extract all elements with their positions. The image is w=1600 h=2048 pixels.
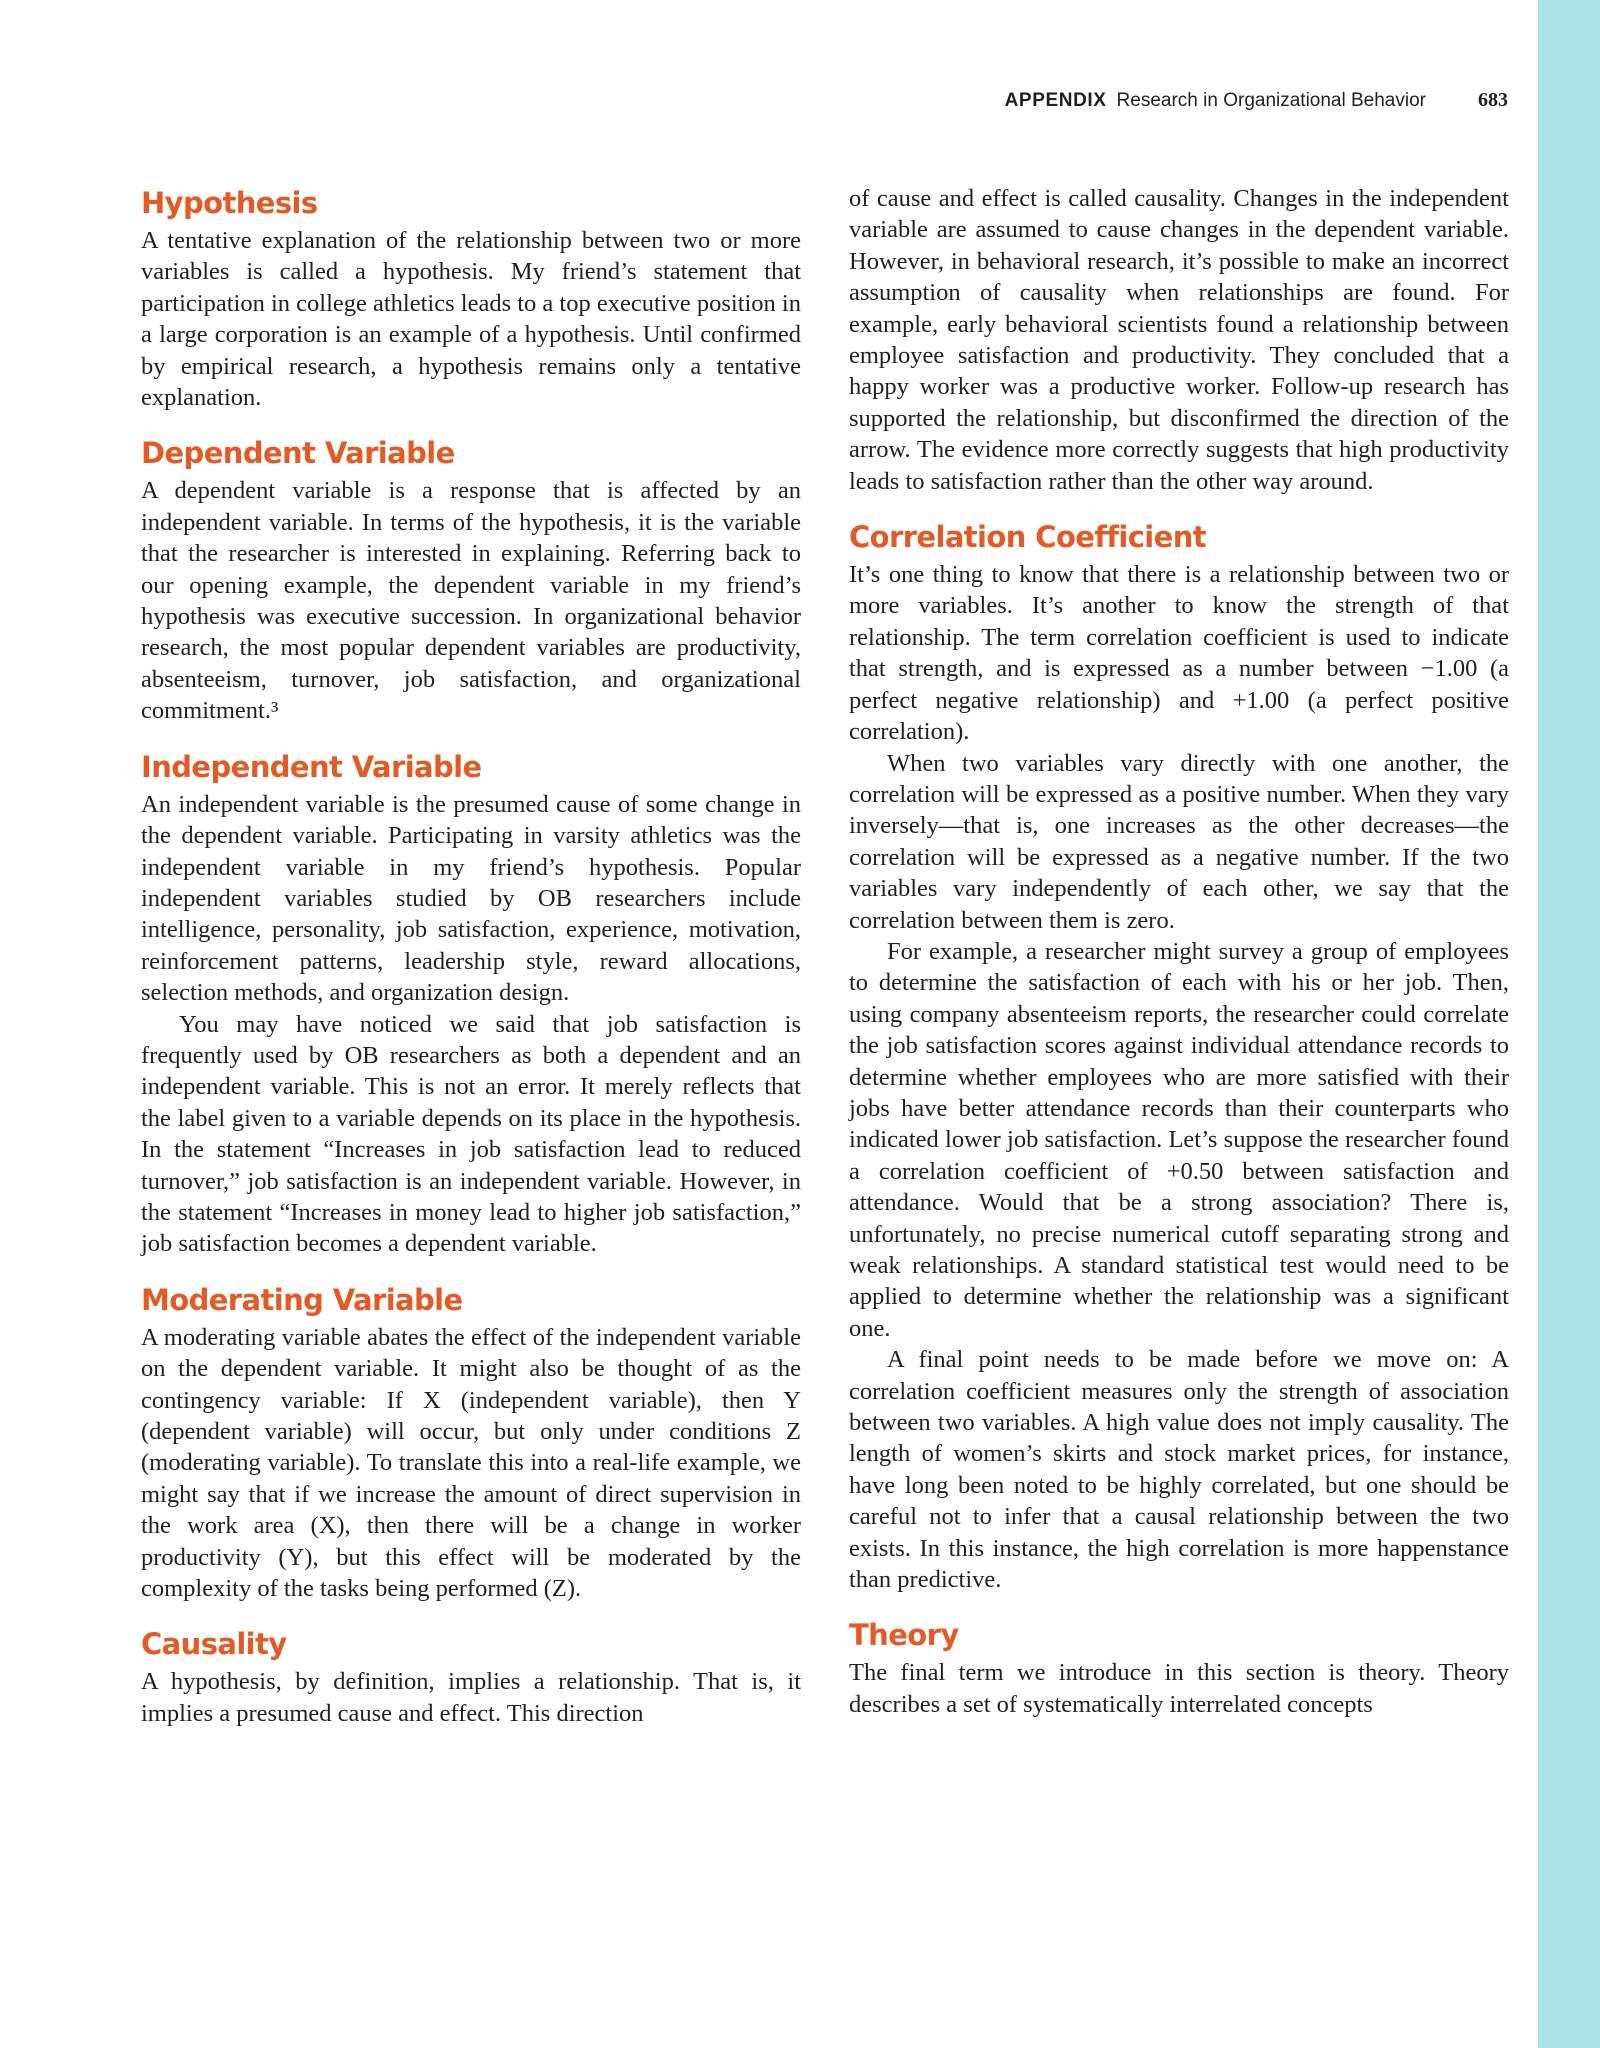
appendix-label: APPENDIX: [1004, 90, 1107, 111]
paragraph: of cause and effect is called causality. Changes in the independent variable are assumed to cause changes in the dependent variable. However, in behavioral research, it’s possible to make an incorrect assumption of causality when relationships are found. For example, early behavioral scientists found a relationship between employee satisfaction and productivity. They concluded that a happy worker was a productive worker. Follow-up research has supported the relationship, but disconfirmed the direction of the arrow. The evidence more correctly suggests that high productivity leads to satisfaction rather than the other way around.: [849, 185, 1509, 495]
paragraph: You may have noticed we said that job satisfaction is frequently used by OB researchers as both a dependent and an independent variable. This is not an error. It merely reflects that the label given to a variable depends on its place in the hypothesis. In the statement “Increases in job satisfaction lead to reduced turnover,” job satisfaction is an independent variable. However, in the statement “Increases in money lead to higher job satisfaction,” job satisfaction becomes a dependent variable.: [141, 1010, 801, 1258]
section-heading: Dependent Variable: [141, 436, 455, 471]
paragraph: A tentative explanation of the relationship between two or more variables is called a hypothesis. My friend’s statement that participation in college athletics leads to a top executive position in a large corporation is an example of a hypothesis. Until confirmed by empirical research, a hypothesis remains only a tentative explanation.: [141, 227, 801, 412]
left-column: [141, 183, 801, 1749]
section-dependent-variable: [141, 433, 801, 726]
running-head: [800, 89, 1508, 115]
section-hypothesis: [141, 183, 801, 413]
section-theory: [849, 1615, 1509, 1720]
section-correlation-coefficient: [849, 517, 1509, 1595]
section-heading: Correlation Coefficient: [849, 520, 1207, 555]
paragraph: For example, a researcher might survey a group of employees to determine the satisfaction of each with his or her job. Then, using company absenteeism reports, the researcher could correlate the job satisfaction scores against individual attendance records to determine whether employees who are more satisfied with their jobs have better attendance records than their counterparts who indicated lower job satisfaction. Let’s suppose the researcher found a correlation coefficient of +0.50 between satisfaction and attendance. Would that be a strong association? There is, unfortunately, no precise numerical cutoff separating strong and weak relationships. A standard statistical test would need to be applied to determine whether the relationship was a significant one.: [849, 937, 1509, 1342]
section-causality: [141, 1624, 801, 1729]
section-heading: Independent Variable: [141, 749, 482, 784]
paragraph: A dependent variable is a response that is affected by an independent variable. In terms of the hypothesis, it is the variable that the researcher is interested in explaining. Referring back to our opening example, the dependent variable in my friend’s hypothesis was executive succession. In organizational behavior research, the most popular dependent variables are productivity, absenteeism, turnover, job satisfaction, and organizational commitment.³: [141, 477, 801, 725]
paragraph: An independent variable is the presumed cause of some change in the dependent variable. Participating in varsity athletics was the independent variable in my friend’s hypothesis. Popular independent variables studied by OB researchers include intelligence, personality, job satisfaction, experience, motivation, reinforcement patterns, leadership style, reward allocations, selection methods, and organization design.: [141, 790, 801, 1007]
section-causality-continued: [849, 183, 1509, 497]
section-heading: Theory: [849, 1618, 959, 1653]
section-independent-variable: [141, 747, 801, 1260]
paragraph: A final point needs to be made before we move on: A correlation coefficient measures only the strength of association between two variables. A high value does not imply causality. The length of women’s skirts and stock market prices, for instance, have long been noted to be highly correlated, but one should be careful not to infer that a causal relationship between the two exists. In this instance, the high correlation is more happenstance than predictive.: [849, 1346, 1509, 1594]
paragraph: A hypothesis, by definition, implies a relationship. That is, it implies a presumed cause and effect. This direction: [141, 1668, 801, 1727]
paragraph: The final term we introduce in this section is theory. Theory describes a set of systematically interrelated concepts: [849, 1659, 1509, 1718]
section-heading: Hypothesis: [141, 186, 318, 220]
paragraph: It’s one thing to know that there is a relationship between two or more variables. It’s another to know the strength of that relationship. The term correlation coefficient is used to indicate that strength, and is expressed as a number between −1.00 (a perfect negative relationship) and +1.00 (a perfect positive correlation).: [849, 561, 1509, 746]
chapter-title: Research in Organizational Behavior: [1116, 90, 1426, 111]
section-heading: Moderating Variable: [141, 1282, 463, 1317]
section-moderating-variable: [141, 1280, 801, 1605]
side-color-strip: [1538, 0, 1600, 2048]
paragraph: A moderating variable abates the effect of the independent variable on the dependent variable. It might also be thought of as the contingency variable: If X (independent variable), then Y (dependent variable) will occur, but only under conditions Z (moderating variable). To translate this into a real-life example, we might say that if we increase the amount of direct supervision in the work area (X), then there will be a change in worker productivity (Y), but this effect will be moderated by the complexity of the tasks being performed (Z).: [141, 1323, 801, 1603]
section-heading: Causality: [141, 1627, 287, 1662]
paragraph: When two variables vary directly with one another, the correlation will be expressed as a positive number. When they vary inversely—that is, one increases as the other decreases—the correlation will be expressed as a negative number. If the two variables vary independently of each other, we say that the correlation between them is zero.: [849, 749, 1509, 934]
page-number: 683: [1478, 89, 1508, 111]
right-column: [849, 183, 1509, 1740]
